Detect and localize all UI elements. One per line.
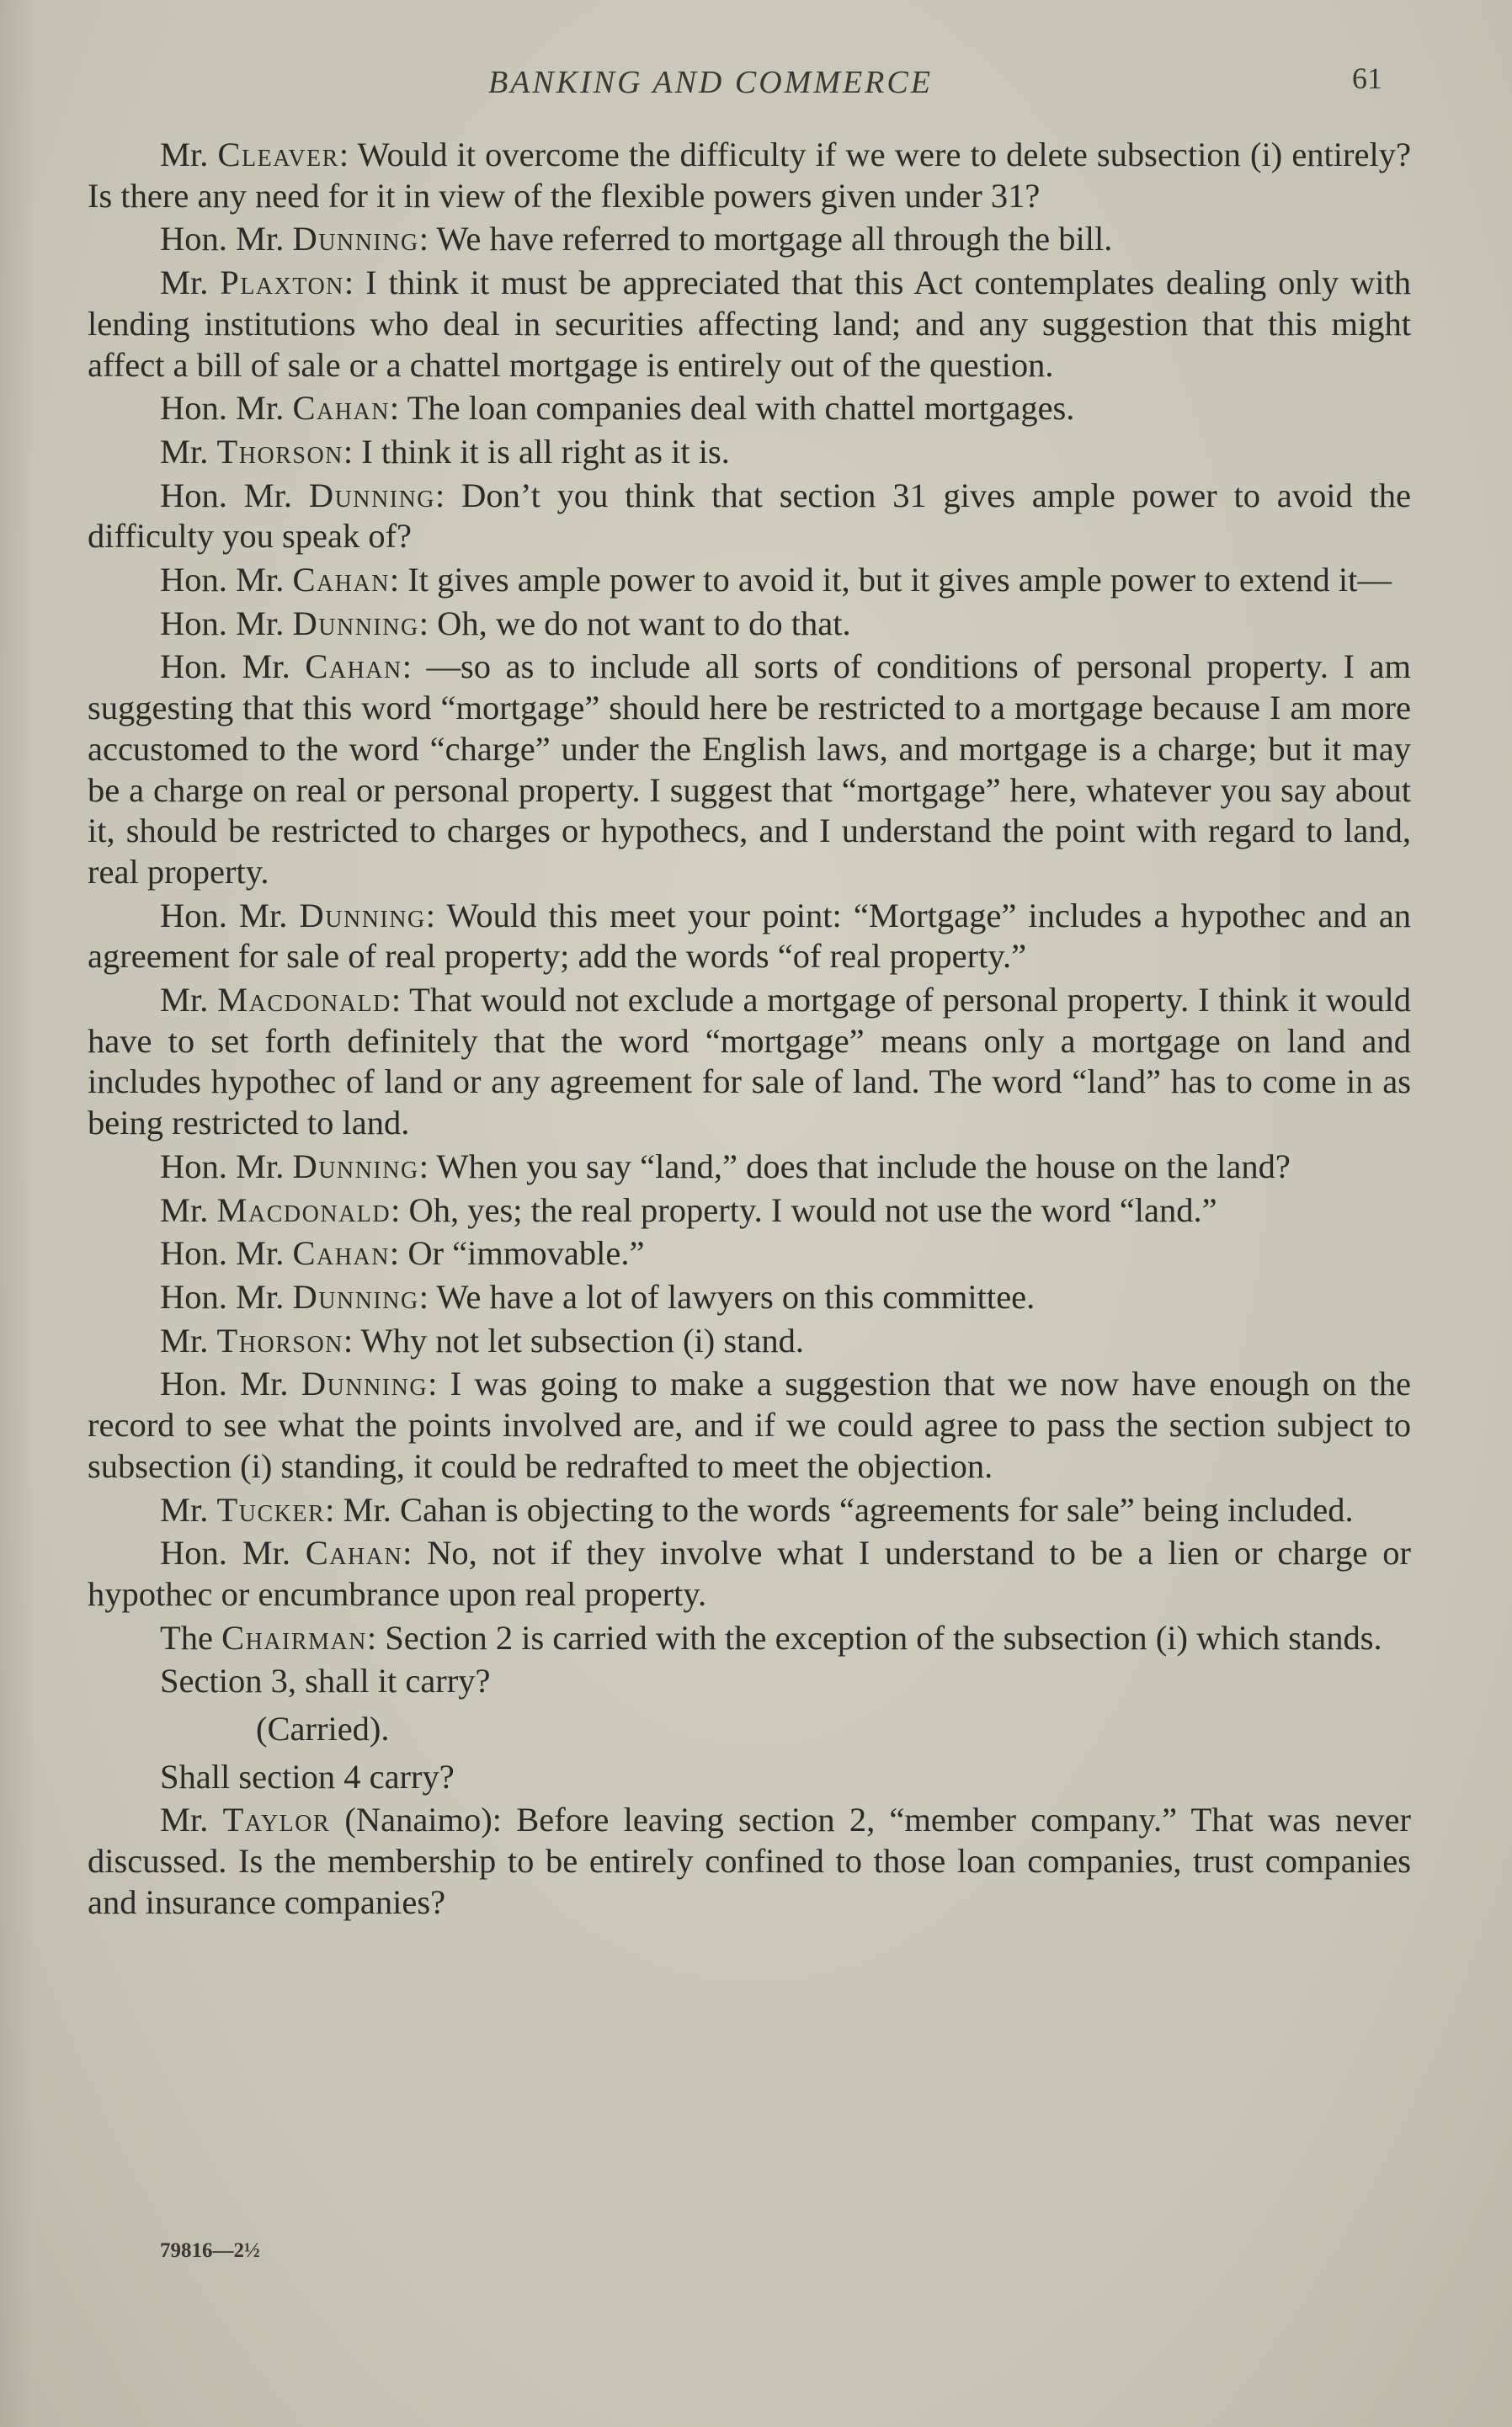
paragraph: Hon. Mr. Dunning: Would this meet your point: “Mortgage” includes a hypothec and an agreement for sale of real property; add the words “of real property.”: [88, 896, 1412, 976]
paragraph: Hon. Mr. Cahan: Or “immovable.”: [160, 1234, 645, 1273]
section-3-question: Section 3, shall it carry?: [160, 1662, 491, 1700]
paragraph: Mr. Cleaver: Would it overcome the difficulty if we were to delete subsection (i) entirely? Is there any need for it in view of the flexible powers given under 31?: [88, 136, 1411, 215]
paragraph: Mr. Tucker: Mr. Cahan is objecting to the words “agreements for sale” being included.: [160, 1490, 1354, 1529]
paragraph: Mr. Taylor (Nanaimo): Before leaving section 2, “member company.” That was never discussed. Is the membership to be entirely confined to those loan companies, trust companies and insurance companies?: [88, 1801, 1412, 1921]
paragraph: Hon. Mr. Dunning: When you say “land,” does that include the house on the land?: [160, 1147, 1291, 1185]
paragraph: Hon. Mr. Cahan: The loan companies deal with chattel mortgages.: [160, 389, 1075, 428]
speaker-name: Taylor: [222, 1801, 331, 1839]
speaker-name: Cahan: [305, 647, 402, 686]
speaker-name: Thorson: [216, 1321, 343, 1360]
printer-footnote: 79816—2½: [160, 2239, 260, 2262]
speaker-name: Cleaver: [217, 136, 339, 173]
paragraph: Hon. Mr. Cahan: It gives ample power to avoid it, but it gives ample power to extend it—: [160, 561, 1392, 599]
speaker-name: Dunning: [308, 476, 436, 514]
paragraph: Hon. Mr. Dunning: Oh, we do not want to do that.: [160, 604, 851, 642]
speaker-name: Macdonald: [216, 1190, 391, 1229]
speaker-name: Thorson: [216, 432, 343, 471]
speaker-name: Cahan: [292, 1234, 390, 1273]
speaker-name: Dunning: [292, 604, 419, 642]
page-header: [0, 59, 1512, 109]
paragraph: Mr. Thorson: I think it is all right as it is.: [160, 432, 730, 471]
speaker-name: Chairman: [221, 1618, 367, 1657]
paragraph: Hon. Mr. Dunning: We have referred to mortgage all through the bill.: [160, 220, 1113, 258]
speaker-name: Plaxton: [220, 263, 344, 302]
paragraph: Hon. Mr. Cahan: —so as to include all sorts of conditions of personal property. I am suggesting that this word “mortgage” should here be restricted to a mortgage because I am more accustomed to the word “charge” under the English laws, and mortgage is a charge; but it may be a charge on real or personal property. I suggest that “mortgage” here, whatever you say about it, should be restricted to charges or hypothecs, and I understand the point with regard to land, real property.: [88, 647, 1411, 891]
transcript-body: [88, 135, 1411, 1926]
speaker-name: Cahan: [292, 389, 390, 428]
paragraph: Mr. Thorson: Why not let subsection (i) stand.: [160, 1321, 804, 1360]
paragraph: Mr. Plaxton: I think it must be appreciated that this Act contemplates dealing only with lending institutions who deal in securities affecting land; and any suggestion that this might affect a bill of sale or a chattel mortgage is entirely out of the question.: [88, 263, 1412, 384]
paragraph: Hon. Mr. Dunning: We have a lot of lawyers on this committee.: [160, 1277, 1036, 1316]
speaker-name: Dunning: [299, 896, 426, 934]
page-number: 61: [1352, 61, 1382, 95]
speaker-name: Tucker: [216, 1490, 326, 1529]
paragraph: The Chairman: Section 2 is carried with the exception of the subsection (i) which stands.: [160, 1618, 1382, 1657]
speaker-name: Dunning: [292, 1147, 419, 1185]
carried-note: (Carried).: [256, 1710, 390, 1748]
speaker-name: Dunning: [301, 1365, 429, 1403]
speaker-name: Cahan: [292, 561, 390, 599]
paragraph: Hon. Mr. Cahan: No, not if they involve what I understand to be a lien or charge or hypothec or encumbrance upon real property.: [88, 1534, 1412, 1613]
paragraph: Mr. Macdonald: Oh, yes; the real property. I would not use the word “land.”: [160, 1190, 1217, 1229]
speaker-name: Macdonald: [217, 981, 391, 1019]
speaker-name: Cahan: [305, 1534, 403, 1573]
paragraph: Mr. Macdonald: That would not exclude a mortgage of personal property. I think it would have to set forth definitely that the word “mortgage” means only a mortgage on land and includes hypothec of land or any agreement for sale of land. The word “land” has to come in as being restricted to land.: [88, 981, 1411, 1142]
section-4-question: Shall section 4 carry?: [160, 1757, 455, 1796]
paragraph: Hon. Mr. Dunning: Don’t you think that section 31 gives ample power to avoid the difficulty you speak of?: [88, 476, 1412, 556]
speaker-name: Dunning: [292, 220, 419, 258]
speaker-name: Dunning: [292, 1277, 419, 1316]
running-title: BANKING AND COMMERCE: [488, 65, 933, 100]
paragraph: Hon. Mr. Dunning: I was going to make a suggestion that we now have enough on the record to see what the points involved are, and if we could agree to pass the section subject to subsection (i) standing, it could be redrafted to meet the objection.: [88, 1365, 1412, 1485]
